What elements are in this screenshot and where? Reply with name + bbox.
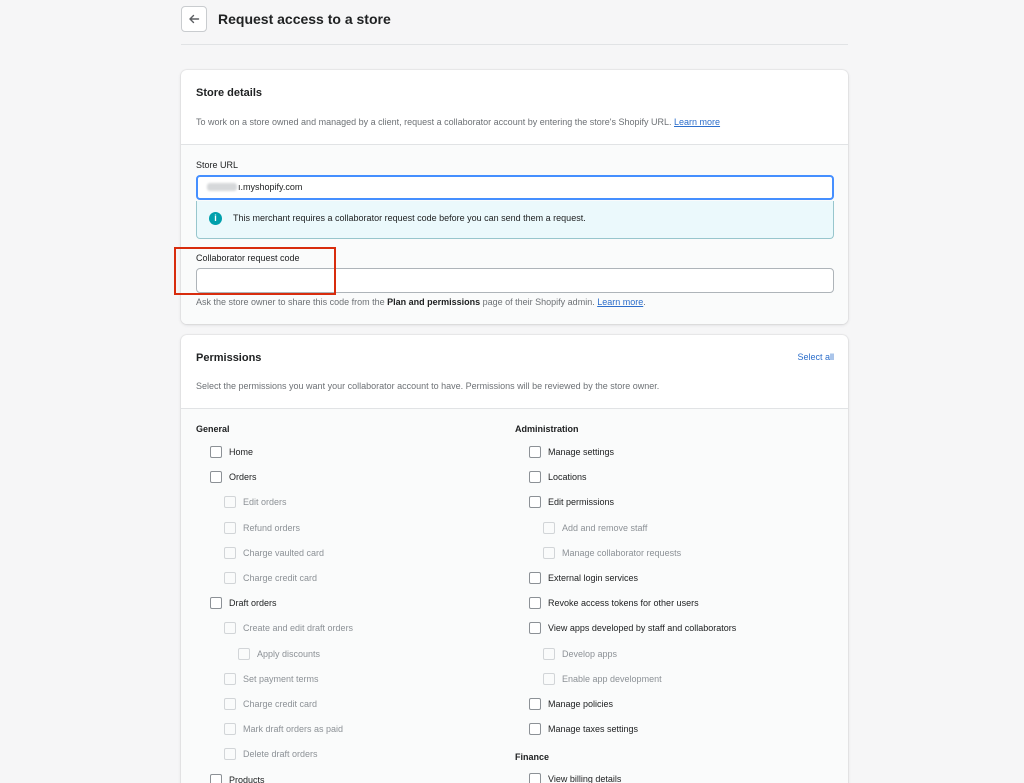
checkbox[interactable] bbox=[210, 446, 222, 458]
permission-label: Locations bbox=[548, 472, 587, 483]
permission-label: Manage collaborator requests bbox=[562, 547, 682, 558]
permissions-description: Select the permissions you want your collaborator account to have. Permissions will be reviewed by the store owner. bbox=[196, 381, 660, 391]
permission-label: Mark draft orders as paid bbox=[243, 724, 344, 735]
checkbox[interactable] bbox=[529, 471, 541, 483]
permission-label: Enable app development bbox=[562, 673, 662, 684]
checkbox bbox=[543, 648, 555, 660]
permission-home[interactable] bbox=[210, 446, 253, 458]
permission-label: Edit permissions bbox=[548, 497, 615, 508]
permission-manage-policies[interactable] bbox=[529, 698, 613, 710]
checkbox bbox=[543, 547, 555, 559]
help-text-prefix: Ask the store owner to share this code from the bbox=[196, 297, 388, 307]
permission-refund-orders bbox=[224, 522, 300, 534]
permission-charge-credit-card bbox=[224, 572, 317, 584]
checkbox bbox=[224, 673, 236, 685]
help-text-suffix: page of their Shopify admin. bbox=[480, 297, 598, 307]
checkbox[interactable] bbox=[529, 597, 541, 609]
permission-view-billing-details[interactable] bbox=[529, 773, 621, 783]
checkbox bbox=[543, 522, 555, 534]
permission-label: Set payment terms bbox=[243, 673, 319, 684]
permission-locations[interactable] bbox=[529, 471, 587, 483]
store-details-description-text: To work on a store owned and managed by a client, request a collaborator account by entering the store's Shopify URL. bbox=[196, 117, 672, 127]
permission-charge-credit-card bbox=[224, 698, 317, 710]
checkbox bbox=[224, 572, 236, 584]
collaborator-code-learn-more-link[interactable]: Learn more bbox=[597, 297, 644, 307]
permission-label: Draft orders bbox=[229, 598, 277, 609]
info-banner-text: This merchant requires a collaborator request code before you can send them a request. bbox=[233, 213, 586, 223]
administration-heading: Administration bbox=[515, 424, 579, 434]
checkbox[interactable] bbox=[210, 774, 222, 783]
highlight-annotation bbox=[174, 247, 336, 295]
help-text-end: . bbox=[643, 297, 646, 307]
store-url-value: ı.myshopify.com bbox=[238, 182, 303, 192]
permission-charge-vaulted-card bbox=[224, 547, 324, 559]
permission-external-login-services[interactable] bbox=[529, 572, 638, 584]
arrow-left-icon bbox=[188, 13, 200, 25]
permission-label: Charge credit card bbox=[243, 573, 318, 583]
checkbox bbox=[224, 622, 236, 634]
page-title: Request access to a store bbox=[218, 11, 391, 27]
permission-view-apps-developed-by-staff-and-collaborators[interactable] bbox=[529, 622, 736, 634]
store-url-label: Store URL bbox=[196, 160, 239, 170]
permission-delete-draft-orders bbox=[224, 748, 318, 760]
checkbox[interactable] bbox=[210, 471, 222, 483]
permission-label: Manage settings bbox=[548, 447, 615, 457]
permission-label: Manage taxes settings bbox=[548, 724, 639, 735]
checkbox[interactable] bbox=[529, 773, 541, 783]
checkbox[interactable] bbox=[529, 622, 541, 634]
checkbox[interactable] bbox=[529, 572, 541, 584]
info-icon: i bbox=[209, 212, 222, 225]
checkbox[interactable] bbox=[529, 496, 541, 508]
permission-orders[interactable] bbox=[210, 471, 257, 483]
checkbox bbox=[224, 547, 236, 559]
permission-products[interactable] bbox=[210, 774, 265, 783]
checkbox bbox=[224, 698, 236, 710]
store-details-description bbox=[196, 117, 720, 127]
permission-label: Develop apps bbox=[562, 648, 618, 659]
permission-label: Add and remove staff bbox=[562, 522, 648, 533]
help-text-bold: Plan and permissions bbox=[387, 297, 481, 307]
permission-revoke-access-tokens-for-other-users[interactable] bbox=[529, 597, 699, 609]
permission-manage-taxes-settings[interactable] bbox=[529, 723, 638, 735]
store-details-learn-more-link[interactable]: Learn more bbox=[674, 117, 721, 127]
permission-label: Apply discounts bbox=[257, 648, 321, 659]
select-all-button[interactable]: Select all bbox=[797, 352, 834, 362]
collaborator-code-label: Collaborator request code bbox=[196, 253, 300, 263]
permission-label: Charge vaulted card bbox=[243, 547, 325, 558]
permission-add-and-remove-staff bbox=[543, 522, 647, 534]
page-header bbox=[181, 0, 848, 45]
permission-label: Refund orders bbox=[243, 522, 301, 533]
permission-label: Charge credit card bbox=[243, 699, 318, 709]
permission-draft-orders[interactable] bbox=[210, 597, 277, 609]
permission-manage-settings[interactable] bbox=[529, 446, 614, 458]
back-button[interactable] bbox=[181, 6, 207, 32]
redacted-text bbox=[207, 183, 237, 191]
store-details-card bbox=[181, 70, 848, 324]
general-heading: General bbox=[196, 424, 230, 434]
permission-develop-apps bbox=[543, 648, 617, 660]
permission-label: Home bbox=[229, 447, 254, 457]
permission-label: External login services bbox=[548, 573, 639, 583]
collaborator-code-help bbox=[196, 297, 646, 307]
permission-manage-collaborator-requests bbox=[543, 547, 681, 559]
permission-label: Orders bbox=[229, 472, 257, 483]
permission-label: View apps developed by staff and collaborators bbox=[548, 623, 737, 634]
permission-mark-draft-orders-as-paid bbox=[224, 723, 343, 735]
store-url-input[interactable] bbox=[196, 175, 834, 200]
permission-edit-permissions[interactable] bbox=[529, 496, 614, 508]
page bbox=[181, 0, 848, 783]
permission-edit-orders bbox=[224, 496, 287, 508]
checkbox[interactable] bbox=[529, 698, 541, 710]
checkbox bbox=[224, 522, 236, 534]
info-banner bbox=[196, 201, 834, 239]
checkbox[interactable] bbox=[529, 446, 541, 458]
checkbox bbox=[238, 648, 250, 660]
permission-create-and-edit-draft-orders bbox=[224, 622, 353, 634]
checkbox[interactable] bbox=[210, 597, 222, 609]
permission-label: Edit orders bbox=[243, 497, 287, 508]
checkbox bbox=[224, 496, 236, 508]
permission-apply-discounts bbox=[238, 648, 320, 660]
checkbox bbox=[543, 673, 555, 685]
permissions-card bbox=[181, 335, 848, 783]
permission-enable-app-development bbox=[543, 673, 662, 685]
checkbox bbox=[224, 748, 236, 760]
permission-label: Revoke access tokens for other users bbox=[548, 598, 699, 609]
permission-label: Delete draft orders bbox=[243, 749, 318, 760]
permission-label: View billing details bbox=[548, 774, 622, 783]
checkbox bbox=[224, 723, 236, 735]
permission-label: Manage policies bbox=[548, 699, 614, 709]
permission-set-payment-terms bbox=[224, 673, 319, 685]
permissions-title: Permissions bbox=[196, 352, 262, 364]
finance-heading: Finance bbox=[515, 752, 550, 762]
permission-label: Products bbox=[229, 774, 265, 783]
store-details-title: Store details bbox=[196, 87, 263, 99]
checkbox[interactable] bbox=[529, 723, 541, 735]
permission-label: Create and edit draft orders bbox=[243, 623, 354, 634]
